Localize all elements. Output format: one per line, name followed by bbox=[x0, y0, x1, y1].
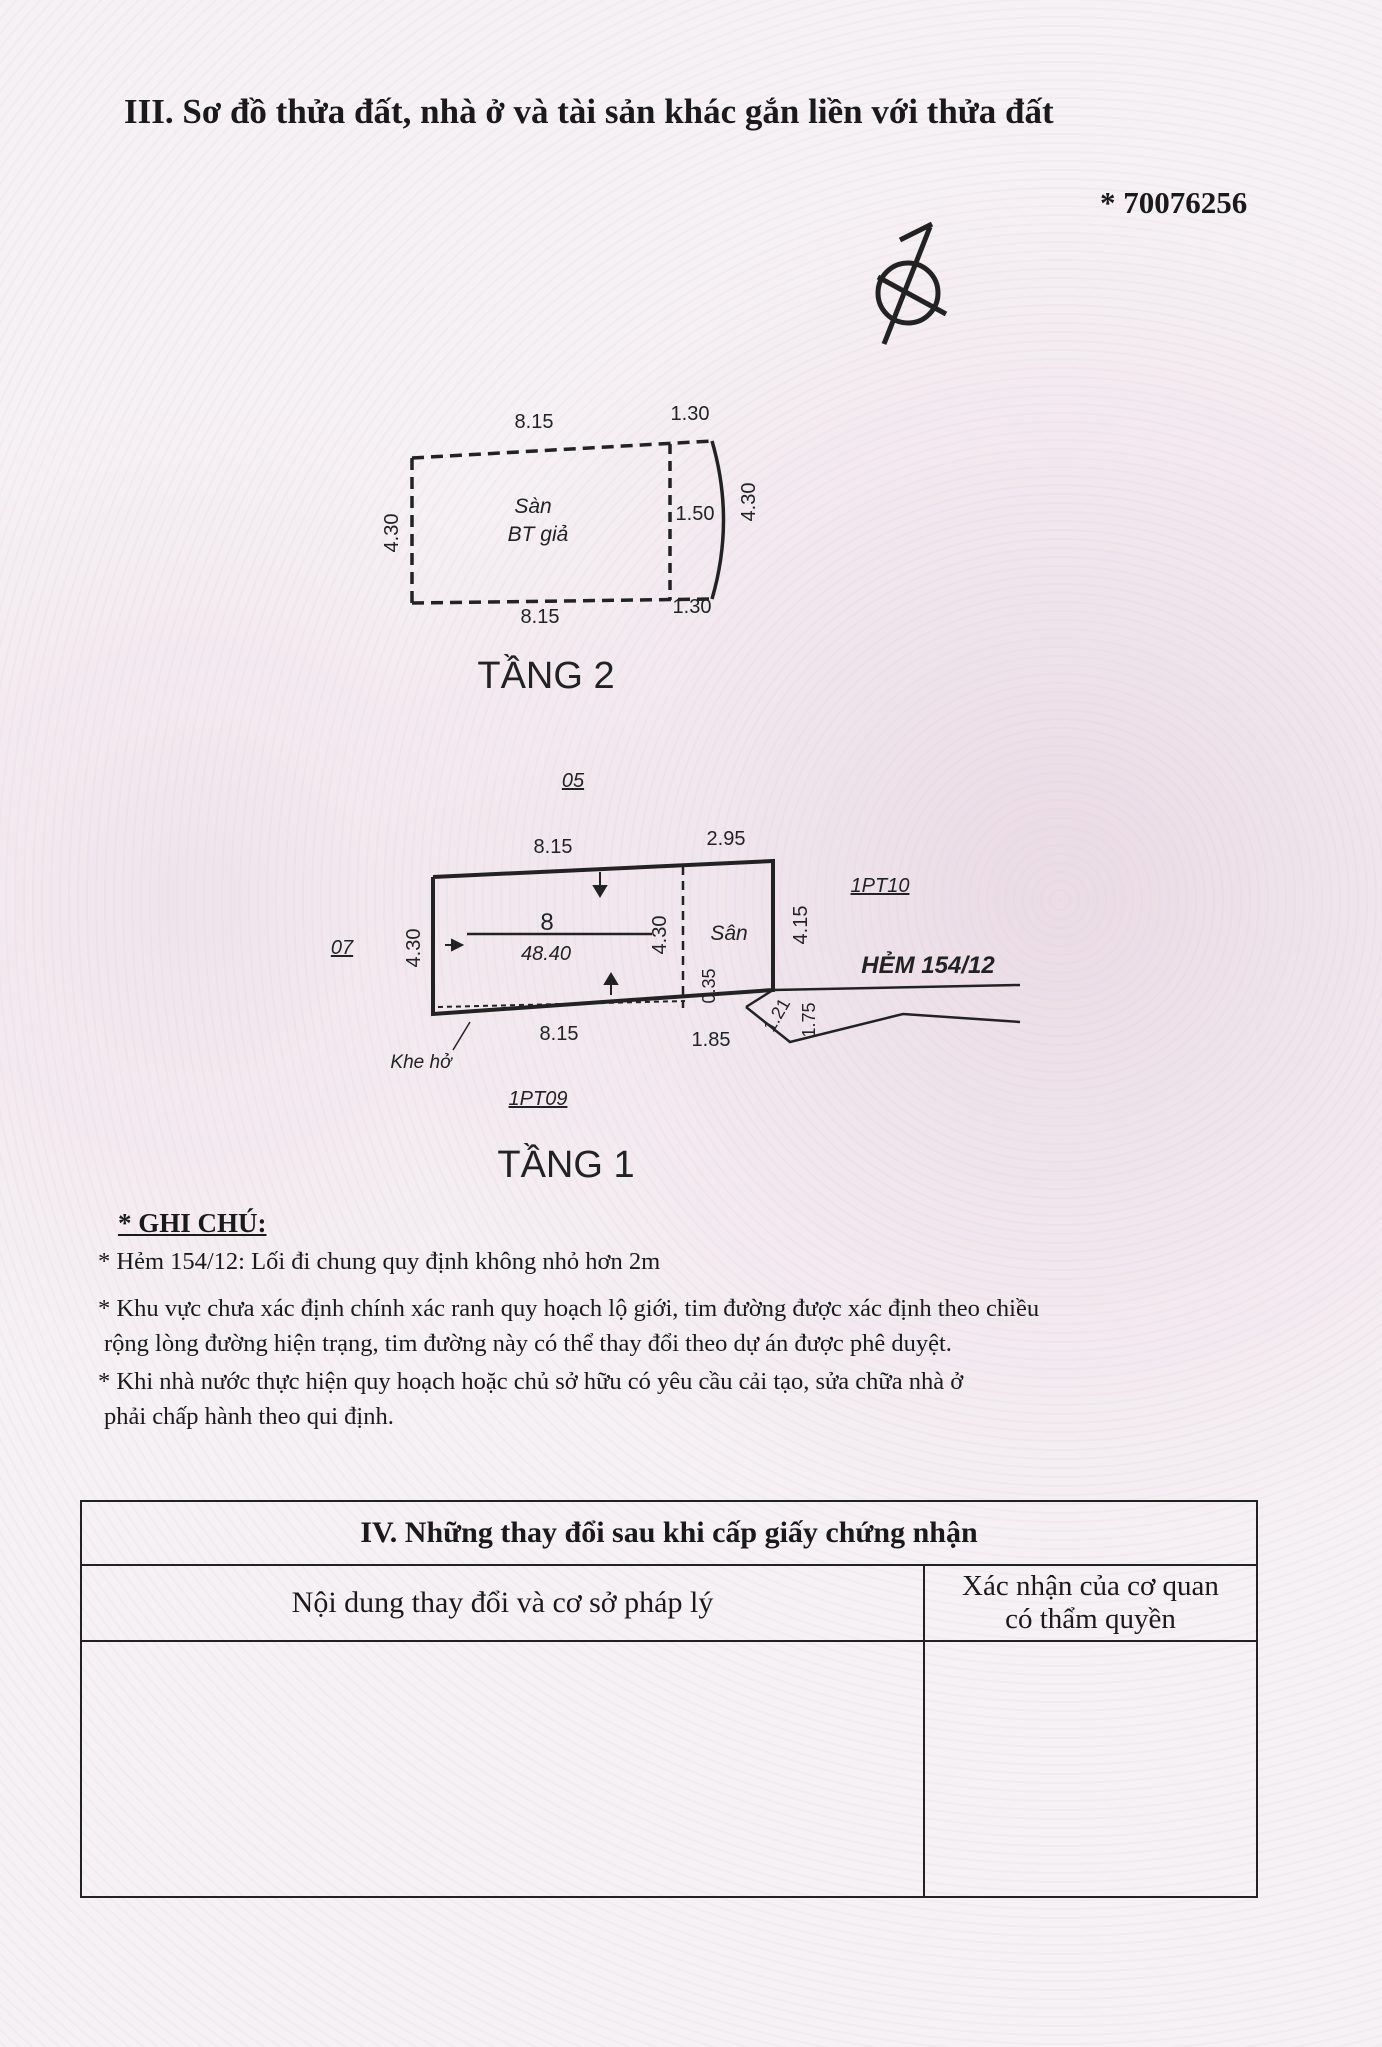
changes-content-header-label: Nội dung thay đổi và cơ sở pháp lý bbox=[291, 1586, 714, 1619]
gap-leader-line bbox=[453, 1022, 470, 1050]
changes-content-header bbox=[82, 1566, 925, 1642]
authority-confirmation-cell bbox=[925, 1642, 1256, 1896]
note-line-3b: phải chấp hành theo qui định. bbox=[104, 1403, 394, 1430]
floor1-mid-dim: 4.30 bbox=[649, 915, 671, 955]
floor1-plot-number: 8 bbox=[540, 909, 554, 936]
floor1-neighbor-top: 05 bbox=[561, 770, 585, 792]
floor1-alley-name: HẺM 154/12 bbox=[861, 952, 995, 979]
note-line-2b: rộng lòng đường hiện trạng, tim đường này có thể thay đổi theo dự án được phê duyệt. bbox=[104, 1330, 952, 1357]
floor1-bottom-right-dim: 1.85 bbox=[691, 1029, 731, 1051]
floor1-dim-035: 0.35 bbox=[699, 968, 719, 1004]
floor2-title: TẦNG 2 bbox=[477, 655, 615, 697]
authority-confirmation-header bbox=[925, 1566, 1256, 1642]
floor1-neighbor-right: 1PT10 bbox=[850, 875, 910, 897]
floor1-top-right-dim: 2.95 bbox=[706, 828, 746, 850]
section-iii-heading: III. Sơ đồ thửa đất, nhà ở và tài sản khác gắn liền với thửa đất bbox=[124, 92, 1054, 131]
floor1-bottom-left-dim: 8.15 bbox=[539, 1023, 579, 1045]
authority-header-line1: Xác nhận của cơ quan bbox=[962, 1569, 1219, 1602]
floor1-dim-175: 1.75 bbox=[799, 1002, 819, 1038]
note-line-2a: * Khu vực chưa xác định chính xác ranh quy hoạch lộ giới, tim đường được xác định theo chiều bbox=[98, 1295, 1040, 1322]
floor2-bottom-left-dim: 8.15 bbox=[520, 606, 560, 628]
north-arrow-icon bbox=[878, 224, 946, 344]
floor1-dim-121: 1.21 bbox=[759, 994, 795, 1036]
floor2-label-line2: BT giả bbox=[507, 523, 569, 546]
notes-title: * GHI CHÚ: bbox=[118, 1208, 267, 1238]
floor1-neighbor-bottom: 1PT09 bbox=[508, 1088, 568, 1110]
floor1-gap-label: Khe hở bbox=[390, 1052, 452, 1073]
floor2-top-right-dim: 1.30 bbox=[670, 403, 710, 425]
note-line-3a: * Khi nhà nước thực hiện quy hoạch hoặc chủ sở hữu có yêu cầu cải tạo, sửa chữa nhà ở bbox=[98, 1368, 964, 1395]
floor1-left-dim: 4.30 bbox=[403, 928, 425, 968]
floor1-neighbor-left: 07 bbox=[330, 937, 354, 959]
floor1-area: 48.40 bbox=[520, 943, 572, 965]
section-iv-title: IV. Những thay đổi sau khi cấp giấy chứng nhận bbox=[82, 1502, 1256, 1566]
floor2-inner-dim: 1.50 bbox=[675, 503, 715, 525]
serial-number: * 70076256 bbox=[1100, 185, 1248, 220]
floor1-top-left-dim: 8.15 bbox=[533, 836, 573, 858]
floor1-yard: Sân bbox=[710, 922, 748, 945]
floor2-bottom-right-dim: 1.30 bbox=[672, 596, 712, 618]
floor1-right-dim: 4.15 bbox=[790, 905, 812, 945]
changes-content-cell bbox=[82, 1642, 925, 1896]
changes-table bbox=[80, 1500, 1258, 1898]
floor1-title: TẦNG 1 bbox=[497, 1144, 635, 1186]
floor2-right-dim: 4.30 bbox=[738, 482, 760, 522]
floor2-left-dim: 4.30 bbox=[381, 513, 403, 553]
floor2-top-left-dim: 8.15 bbox=[514, 411, 554, 433]
authority-header-line2: có thẩm quyền bbox=[1005, 1603, 1176, 1635]
floor2-label-line1: Sàn bbox=[514, 495, 552, 518]
note-line-1: * Hẻm 154/12: Lối đi chung quy định không nhỏ hơn 2m bbox=[98, 1248, 661, 1275]
